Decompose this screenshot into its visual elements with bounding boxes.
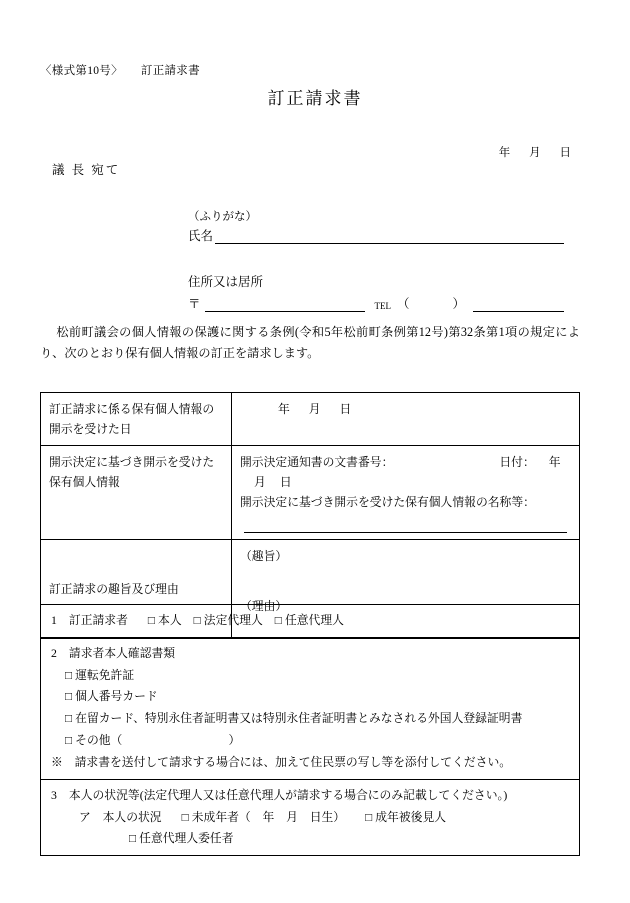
option-nini-dairinin: 任意代理人 (284, 613, 344, 627)
addressee: 議 長 宛て (52, 163, 121, 177)
option-drivers-license: 運転免許証 (75, 667, 135, 682)
checkbox-minor[interactable]: □ (181, 809, 189, 824)
item2-number: 2 (51, 645, 57, 660)
tel-input-line[interactable] (473, 298, 564, 312)
option-honnin: 本人 (158, 613, 182, 627)
address-field-row (188, 294, 564, 312)
doc-date-label: 日付： (499, 455, 535, 470)
date-year-label: 年 (498, 147, 512, 159)
identity-documents-cell[interactable] (41, 637, 580, 779)
option-adult-ward: 成年被後見人 (375, 809, 447, 824)
checkbox-other[interactable]: □ (65, 733, 73, 748)
checkbox-adult-ward[interactable]: □ (365, 809, 373, 824)
doc-number-label: 開示決定通知書の文書番号： (240, 455, 394, 470)
item2-heading (51, 643, 569, 665)
checkbox-houtei-dairinin[interactable]: □ (193, 613, 201, 627)
item3-sub-label: ア 本人の状況 (79, 809, 162, 824)
row2-year: 年 (548, 455, 561, 470)
checkbox-drivers-license[interactable]: □ (65, 667, 73, 682)
intro-text: 松前町議会の個人情報の保護に関する条例(令和5年松前町条例第12号)第32条第1項の規定により、次のとおり保有個人情報の訂正を請求します。 (40, 325, 580, 361)
furigana-label: （ふりがな） (188, 211, 257, 223)
table-row (41, 637, 580, 779)
row1-year: 年 (278, 402, 291, 416)
requester-type-cell[interactable] (41, 605, 580, 638)
form-number-name: 訂正請求書 (140, 65, 200, 77)
request-detail-table (40, 392, 580, 639)
doc-option-row[interactable] (51, 708, 569, 730)
table-row (41, 605, 580, 638)
doc-option-row[interactable] (51, 730, 569, 752)
address-label: 住所又は居所 (188, 275, 264, 289)
checkbox-honnin[interactable]: □ (147, 613, 156, 627)
date-day-label: 日 (559, 147, 572, 159)
row2-day: 日 (279, 475, 292, 490)
item2-note: ※ 請求書を送付して請求する場合には、加えて住民票の写し等を添付してください。 (51, 754, 512, 769)
date-month-label: 月 (529, 147, 542, 159)
table-row (41, 393, 580, 446)
item1-label: 訂正請求者 (68, 613, 128, 627)
tel-label (375, 297, 392, 312)
postal-input-line[interactable] (205, 298, 365, 312)
reason-label: （理由） (240, 599, 288, 614)
checkbox-residence-card[interactable]: □ (65, 711, 73, 726)
intro-paragraph (40, 322, 580, 365)
row1-day: 日 (339, 402, 353, 416)
item3-label: 本人の状況等(法定代理人又は任意代理人が請求する場合にのみ記載してください。) (68, 787, 508, 802)
info-name-input-line[interactable] (244, 516, 567, 533)
option-nini-dairinin-delegator: 任意代理人委任者 (139, 831, 234, 846)
name-field-row (188, 226, 564, 244)
item3-option-row[interactable] (51, 807, 569, 829)
option-minor: 未成年者（ 年 月 日生） (191, 809, 346, 824)
checklist-table (40, 604, 580, 856)
table-row (41, 779, 580, 855)
table-row (41, 446, 580, 540)
form-number-label: 〈様式第10号〉 (40, 65, 123, 77)
submission-date (499, 144, 572, 160)
checkbox-nini-dairinin[interactable]: □ (274, 613, 282, 627)
item1-number: 1 (51, 613, 57, 627)
disclosed-info-value-cell[interactable] (232, 446, 580, 540)
name-input-line[interactable] (215, 229, 564, 244)
item3-number: 3 (51, 787, 57, 802)
tel-paren: （ ） (397, 297, 472, 311)
checkbox-mynumber-card[interactable]: □ (65, 689, 73, 704)
tel-label-text: TEL (374, 301, 392, 311)
item3-heading (51, 785, 569, 807)
option-other: その他（ ） (75, 733, 241, 748)
disclosure-date-label-cell: 訂正請求に係る保有個人情報の開示を受けた日 (41, 393, 232, 446)
doc-option-row[interactable] (51, 686, 569, 708)
purpose-label: （趣旨） (240, 549, 288, 564)
postal-symbol: 〒 (188, 297, 201, 311)
row2-month: 月 (254, 475, 266, 490)
row1-month: 月 (308, 402, 322, 416)
item3-option-row[interactable] (51, 828, 569, 850)
name-label: 氏名 (188, 229, 214, 243)
option-residence-card: 在留カード、特別永住者証明書又は特別永住者証明書とみなされる外国人登録証明書 (75, 711, 523, 726)
page-title: 訂正請求書 (267, 89, 363, 108)
principal-status-cell[interactable] (41, 779, 580, 855)
option-houtei-dairinin: 法定代理人 (203, 613, 263, 627)
doc-option-row[interactable] (51, 665, 569, 687)
option-mynumber-card: 個人番号カード (75, 689, 158, 704)
form-number (40, 62, 200, 78)
item2-label: 請求者本人確認書類 (68, 645, 176, 660)
disclosed-info-label-cell: 開示決定に基づき開示を受けた保有個人情報 (41, 446, 232, 540)
checkbox-nini-dairinin-delegator[interactable]: □ (129, 831, 137, 846)
disclosure-date-value-cell[interactable] (232, 393, 580, 446)
info-name-label: 開示決定に基づき開示を受けた保有個人情報の名称等： (240, 495, 535, 510)
purpose-reason-label-cell: 訂正請求の趣旨及び理由 (41, 540, 232, 639)
